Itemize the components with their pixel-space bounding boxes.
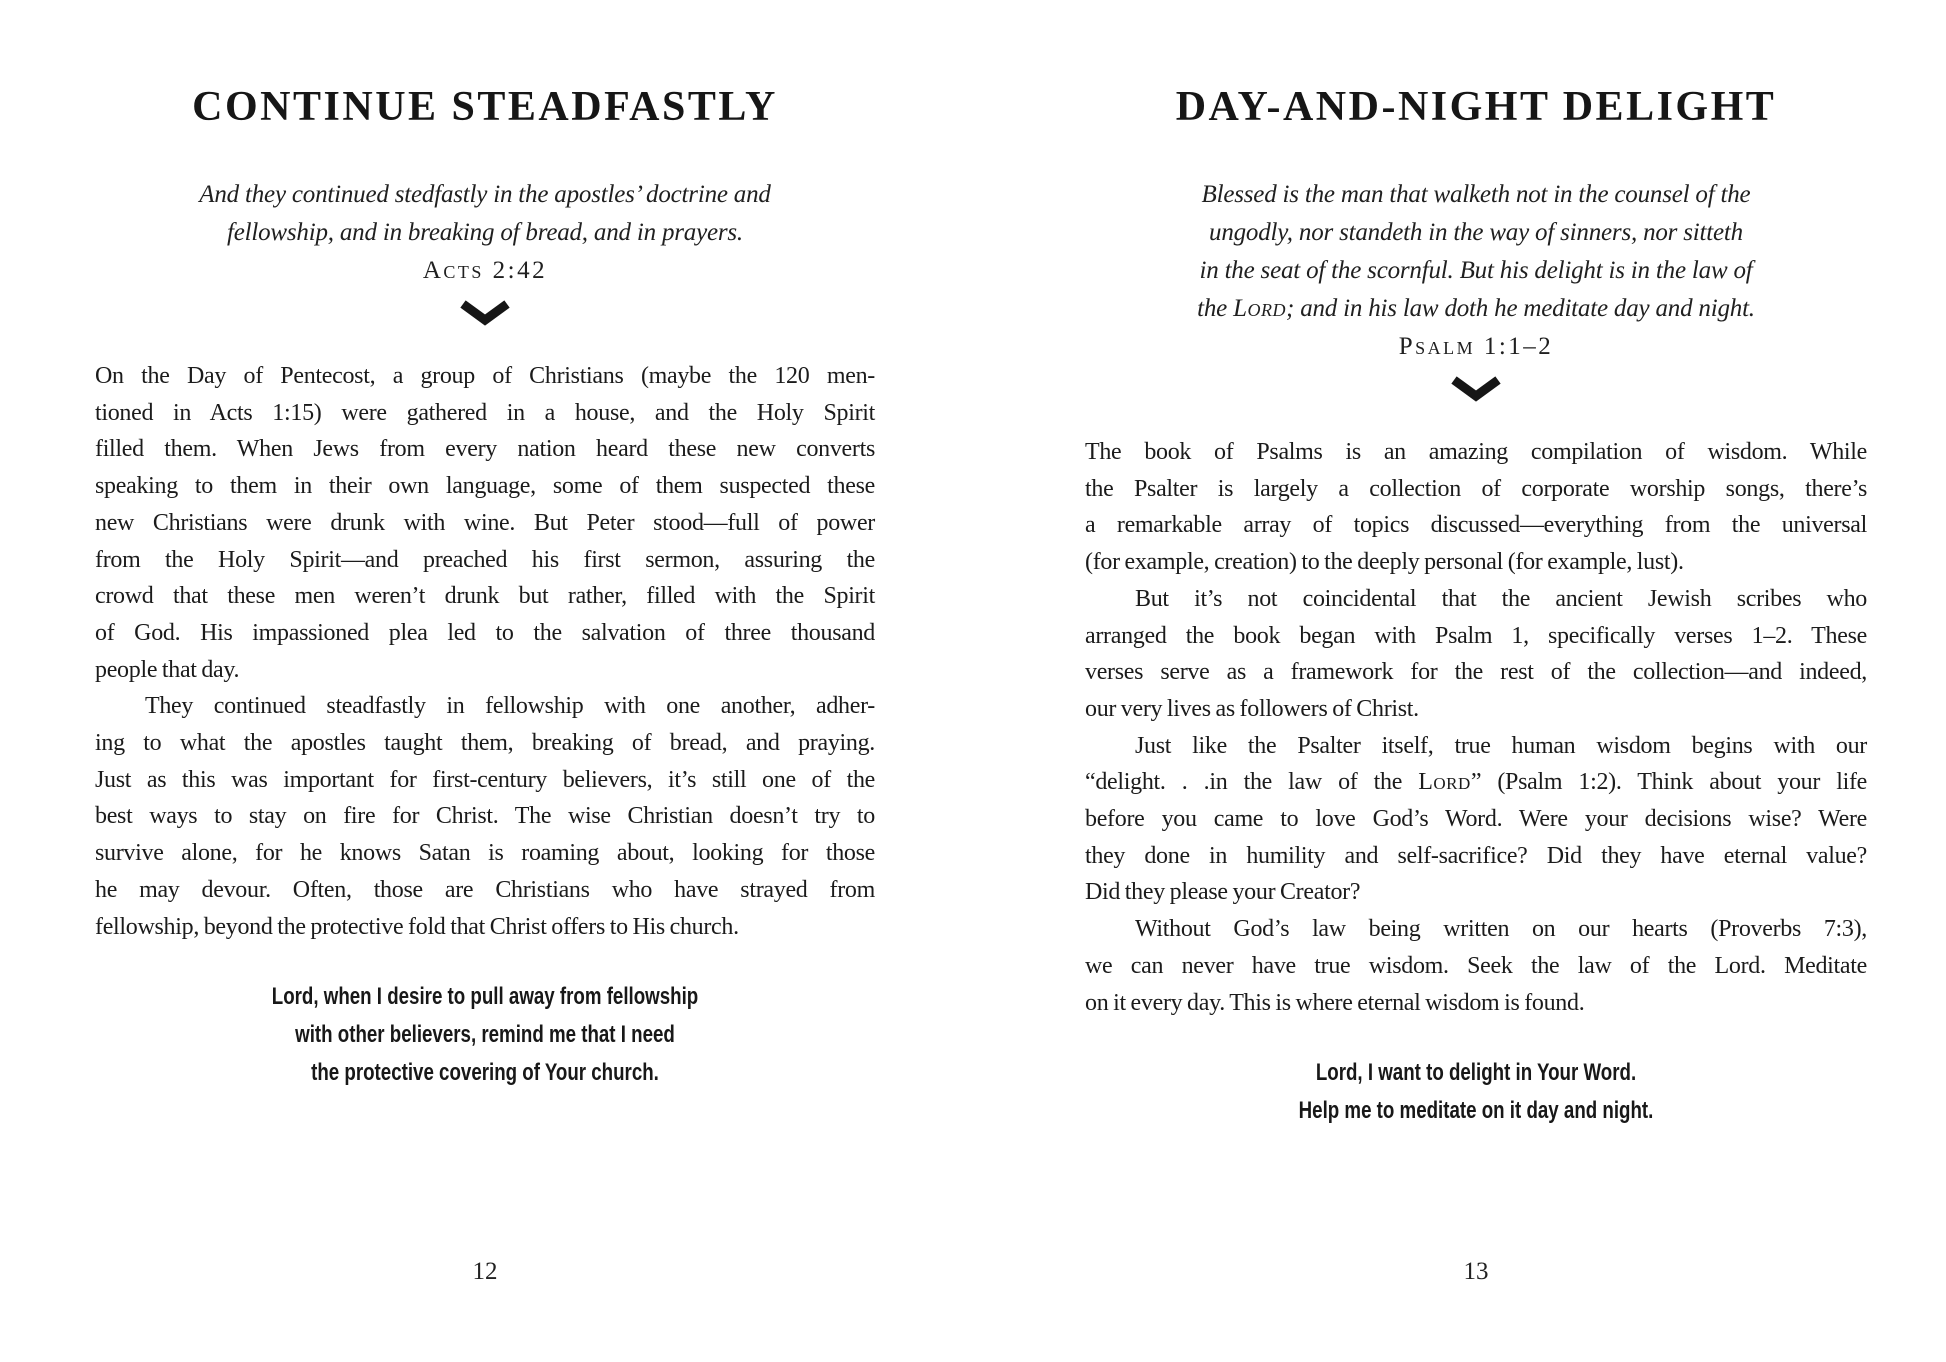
chapter-title: DAY-AND-NIGHT DELIGHT — [1175, 84, 1777, 130]
body-line: They continued steadfastly in fellowship with one another, adher- — [145, 693, 875, 720]
prayer-text — [1171, 1054, 1781, 1130]
chevron-down-icon — [460, 300, 510, 326]
body-line: (for example, creation) to the deeply personal (for example, lust). — [1085, 549, 1684, 576]
chevron-down-icon — [1451, 376, 1501, 402]
small-caps-word: Lord — [1418, 769, 1471, 796]
epigraph-line: in the seat of the scornful. But his delight is in the law of — [1199, 257, 1753, 284]
body-line: on it every day. This is where eternal wisdom is found. — [1085, 989, 1585, 1016]
body-line: we can never have true wisdom. Seek the law of the Lord. Meditate — [1085, 952, 1867, 979]
body-line: the Psalter is largely a collection of corporate worship songs, there’s — [1085, 475, 1867, 502]
scripture-reference: Acts 2:42 — [422, 257, 548, 284]
epigraph-line: fellowship, and in breaking of bread, and in prayers. — [227, 219, 743, 246]
body-line: speaking to them in their own language, some of them suspected these — [95, 473, 875, 500]
body-line: tioned in Acts 1:15) were gathered in a house, and the Holy Spirit — [95, 399, 875, 426]
section-divider — [95, 300, 875, 326]
epigraph — [95, 176, 875, 290]
devotional-body — [1085, 434, 1867, 1021]
body-line: he may devour. Often, those are Christians who have strayed from — [95, 876, 875, 903]
body-line: Without God’s law being written on our hearts (Proverbs 7:3), — [1135, 916, 1867, 943]
small-caps-word: Lord — [1233, 295, 1287, 322]
epigraph-line: the Lord; and in his law doth he meditate day and night. — [1197, 295, 1755, 322]
epigraph-line: And they continued stedfastly in the apostles’ doctrine and — [199, 181, 771, 208]
epigraph-line: ungodly, nor standeth in the way of sinners, nor sitteth — [1209, 219, 1743, 246]
body-line: fellowship, beyond the protective fold that Christ offers to His church. — [95, 913, 739, 940]
body-line: people that day. — [95, 656, 240, 683]
epigraph-lines — [95, 176, 875, 252]
prayer-text — [181, 978, 789, 1092]
body-line: best ways to stay on fire for Christ. The wise Christian doesn’t try to — [95, 803, 875, 830]
chapter-title: CONTINUE STEADFASTLY — [192, 84, 778, 130]
body-line: of God. His impassioned plea led to the salvation of three thousand — [95, 619, 875, 646]
right-page-content — [1085, 84, 1867, 1130]
epigraph-line: Blessed is the man that walketh not in the counsel of the — [1201, 181, 1751, 208]
body-line: our very lives as followers of Christ. — [1085, 695, 1419, 722]
devotional-body — [95, 358, 875, 945]
body-line: from the Holy Spirit—and preached his first sermon, assuring the — [95, 546, 875, 573]
body-line: new Christians were drunk with wine. But Peter stood—full of power — [95, 509, 875, 536]
page-number: 12 — [472, 1258, 498, 1285]
left-page-content — [95, 84, 875, 1092]
body-line: verses serve as a framework for the rest of the collection—and indeed, — [1085, 659, 1867, 686]
body-line: Just like the Psalter itself, true human wisdom begins with our — [1135, 732, 1867, 759]
body-line: survive alone, for he knows Satan is roaming about, looking for those — [95, 840, 875, 867]
body-line: filled them. When Jews from every nation heard these new converts — [95, 436, 875, 463]
body-line: they done in humility and self-sacrifice? Did they have eternal value? — [1085, 842, 1867, 869]
page-number: 13 — [1463, 1258, 1489, 1285]
body-line: The book of Psalms is an amazing compilation of wisdom. While — [1085, 439, 1867, 465]
body-line: But it’s not coincidental that the ancient Jewish scribes who — [1135, 585, 1867, 612]
body-line: Did they please your Creator? — [1085, 879, 1361, 906]
epigraph-lines — [1085, 176, 1867, 328]
epigraph — [1085, 176, 1867, 366]
body-line: On the Day of Pentecost, a group of Christians (maybe the 120 men- — [95, 363, 875, 389]
body-line: “delight. . .in the law of the Lord” (Psalm 1:2). Think about your life — [1085, 769, 1867, 796]
body-line: a remarkable array of topics discussed—everything from the universal — [1085, 512, 1867, 539]
body-line: Just as this was important for first-century believers, it’s still one of the — [95, 766, 875, 793]
body-line: before you came to love God’s Word. Were your decisions wise? Were — [1085, 806, 1867, 833]
body-line: arranged the book began with Psalm 1, specifically verses 1–2. These — [1085, 622, 1867, 649]
prayer-line: with other believers, remind me that I need — [295, 1021, 675, 1049]
section-divider — [1085, 376, 1867, 402]
prayer-line: Lord, I want to delight in Your Word. — [1315, 1059, 1637, 1087]
prayer-line: Lord, when I desire to pull away from fellowship — [271, 983, 699, 1011]
body-line: ing to what the apostles taught them, breaking of bread, and praying. — [95, 730, 875, 757]
prayer-line: Help me to meditate on it day and night. — [1298, 1097, 1654, 1125]
body-line: crowd that these men weren’t drunk but rather, filled with the Spirit — [95, 583, 875, 610]
scripture-reference: Psalm 1:1–2 — [1398, 333, 1554, 360]
right-page — [973, 0, 1946, 1362]
prayer-line: the protective covering of Your church. — [311, 1059, 659, 1087]
